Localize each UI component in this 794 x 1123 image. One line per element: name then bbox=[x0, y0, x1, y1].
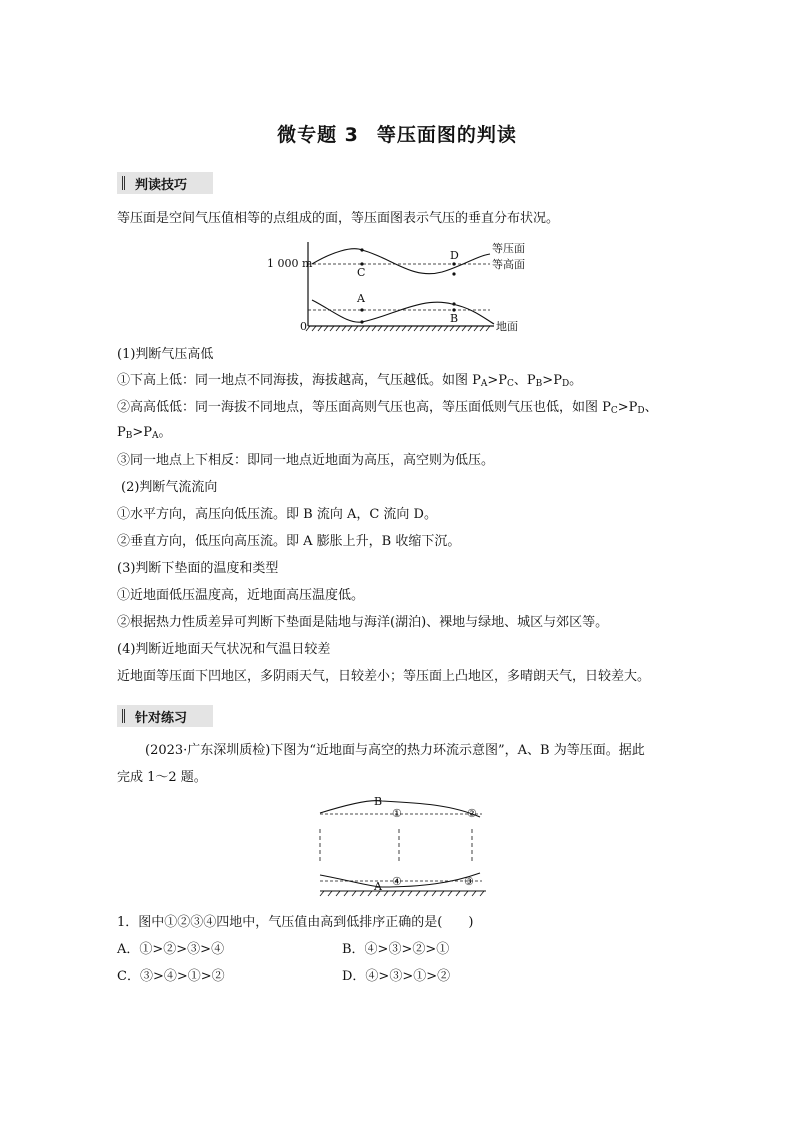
p1-item-c: ③同一地点上下相反：即同一地点近地面为高压，高空则为低压。 bbox=[117, 453, 495, 468]
label-A: A bbox=[374, 880, 382, 893]
lower-isobar bbox=[312, 300, 494, 324]
exercise-intro-1: (2023·广东深圳质检)下图为“近地面与高空的热力环流示意图”，A、B 为等压面。据此 bbox=[145, 743, 645, 758]
label-C: C bbox=[357, 266, 366, 279]
p3-item-b: ②根据热力性质差异可判断下垫面是陆地与海洋(湖泊)、裸地与绿地、城区与郊区等。 bbox=[117, 615, 609, 630]
label-isohypse: 等高面 bbox=[492, 258, 525, 271]
label-2: ② bbox=[467, 807, 477, 820]
intro-text: 等压面是空间气压值相等的点组成的面，等压面图表示气压的垂直分布状况。 bbox=[117, 211, 560, 226]
p3-heading: (3)判断下垫面的温度和类型 bbox=[117, 561, 279, 576]
section-header-skills bbox=[117, 172, 213, 194]
label-isobar: 等压面 bbox=[492, 242, 525, 255]
p2-heading: (2)判断气流流向 bbox=[121, 480, 218, 495]
option-A[interactable]: A．①>②>③>④ bbox=[117, 942, 225, 957]
label-3: ③ bbox=[464, 875, 474, 888]
exercise-intro-2: 完成 1～2 题。 bbox=[117, 770, 207, 785]
option-B[interactable]: B．④>③>②>① bbox=[342, 942, 450, 957]
p4-heading: (4)判断近地面天气状况和气温日较差 bbox=[117, 642, 331, 657]
page-title: 微专题 3 等压面图的判读 bbox=[277, 124, 517, 146]
section-header-practice bbox=[117, 705, 213, 727]
label-B: B bbox=[374, 795, 383, 808]
upper-isobar bbox=[312, 249, 490, 274]
p1-item-b-cont: $P_B>P_A$。 bbox=[117, 425, 172, 441]
section-marker-icon bbox=[122, 176, 125, 190]
label-1000m: 1 000 m bbox=[267, 257, 313, 270]
label-4: ④ bbox=[392, 875, 402, 888]
label-D: D bbox=[450, 249, 459, 262]
p1-item-a: ①下高上低：同一地点不同海拔，海拔越高，气压越低。如图 $P_A>P_C$、$P_B>P_D$。 bbox=[117, 373, 583, 389]
label-B: B bbox=[450, 312, 459, 325]
p2-item-b: ②垂直方向，低压向高压流。即 A 膨胀上升，B 收缩下沉。 bbox=[117, 534, 461, 549]
p2-item-a: ①水平方向，高压向低压流。即 B 流向 A，C 流向 D。 bbox=[117, 507, 437, 522]
p4-item-a: 近地面等压面下凹地区，多阴雨天气，日较差小；等压面上凸地区，多晴朗天气，日较差大。 bbox=[117, 669, 651, 684]
question-1: 1．图中①②③④四地中，气压值由高到低排序正确的是( ) bbox=[117, 915, 474, 930]
ground-hatch bbox=[306, 326, 490, 331]
p1-heading: (1)判断气压高低 bbox=[117, 347, 214, 362]
label-A: A bbox=[357, 292, 365, 305]
section-marker-icon bbox=[122, 709, 125, 723]
p1-item-b: ②高高低低：同一海拔不同地点，等压面高则气压也高，等压面低则气压也低，如图 $P_C>P_D$、 bbox=[117, 400, 658, 416]
thermal-circulation-diagram bbox=[312, 795, 498, 900]
label-1: ① bbox=[392, 807, 402, 820]
option-C[interactable]: C．③>④>①>② bbox=[117, 969, 225, 984]
label-ground: 地面 bbox=[496, 320, 518, 333]
option-D[interactable]: D．④>③>①>② bbox=[342, 969, 451, 984]
label-zero: 0 bbox=[300, 320, 307, 333]
section-label: 判读技巧 bbox=[135, 178, 188, 193]
section-label: 针对练习 bbox=[135, 711, 188, 726]
isobar-diagram bbox=[262, 238, 542, 338]
ground-hatch bbox=[320, 891, 484, 896]
p3-item-a: ①近地面低压温度高，近地面高压温度低。 bbox=[117, 588, 365, 603]
